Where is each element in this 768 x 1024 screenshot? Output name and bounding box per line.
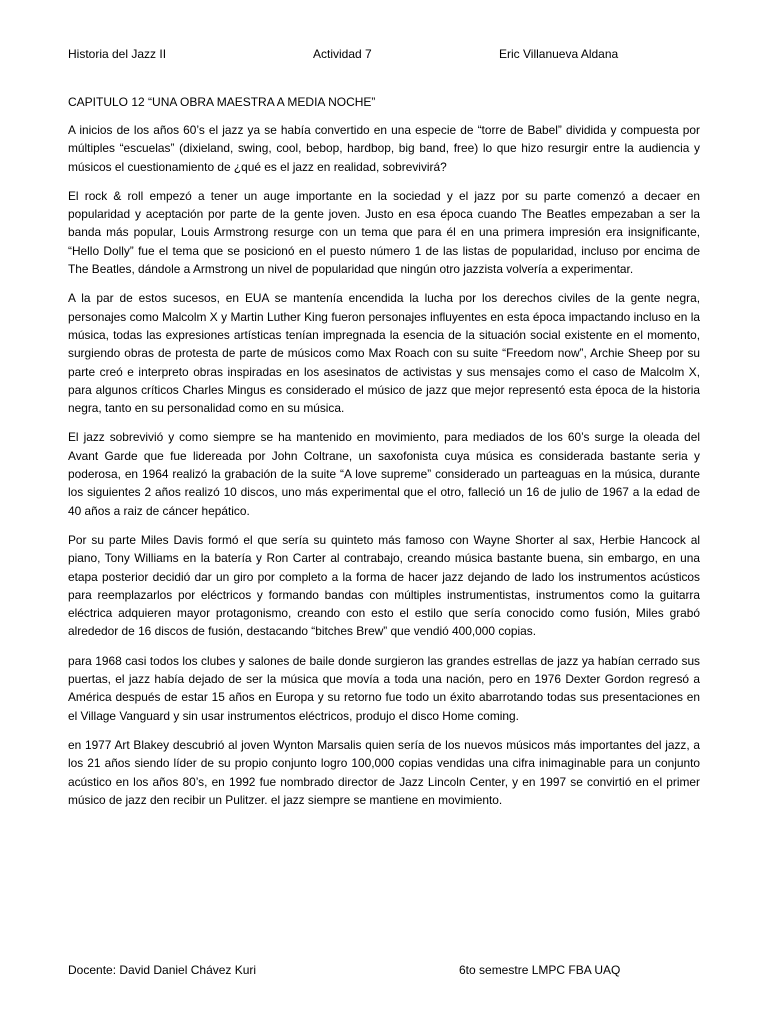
paragraph: en 1977 Art Blakey descubrió al joven Wynton Marsalis quien sería de los nuevos músicos más importantes del jazz, a los 21 años siendo líder de su propio conjunto logro 100,000 copias vendidas una cifra inimaginable para un conjunto acústico en los años 80’s, en 1992 fue nombrado director de Jazz Lincoln Center, y en 1997 se convirtió en el primer músico de jazz den recibir un Pulitzer. el jazz siempre se mantiene en movimiento. xyxy=(68,737,700,807)
paragraph: para 1968 casi todos los clubes y salones de baile donde surgieron las grandes estrellas de jazz ya habían cerrado sus puertas, el jazz había dejado de ser la música que movía a toda una nación, pero en 1976 Dexter Gordon regresó a América después de estar 15 años en Europa y su retorno fue todo un éxito abarrotando todas sus presentaciones en el Village Vanguard y sin usar instrumentos eléctricos, produjo el disco Home coming. xyxy=(68,653,700,723)
paragraph: A inicios de los años 60’s el jazz ya se había convertido en una especie de “torre de Babel” dividida y compuesta por múltiples “escuelas” (dixieland, swing, cool, bebop, hardbop, big band, free) lo que hizo resurgir entre la audiencia y músicos el cuestionamiento de ¿qué es el jazz en realidad, sobrevivirá? xyxy=(68,123,700,174)
header-author: Eric Villanueva Aldana xyxy=(499,47,619,61)
footer-teacher: Docente: David Daniel Chávez Kuri xyxy=(68,963,257,977)
footer-semester: 6to semestre LMPC FBA UAQ xyxy=(459,963,621,977)
header-activity: Actividad 7 xyxy=(313,47,372,61)
paragraph: El jazz sobrevivió y como siempre se ha mantenido en movimiento, para mediados de los 60’s surge la oleada del Avant Garde que fue lidereada por John Coltrane, un saxofonista cuya música es considerada bastante seria y poderosa, en 1964 realizó la grabación de la suite “A love supreme” considerado un parteaguas en la música, durante los siguientes 2 años realizó 10 discos, uno más experimental que el otro, falleció un 16 de julio de 1967 a la edad de 40 años a raiz de cáncer hepático. xyxy=(68,430,700,518)
paragraph: Por su parte Miles Davis formó el que sería su quinteto más famoso con Wayne Shorter al sax, Herbie Hancock al piano, Tony Williams en la batería y Ron Carter al contrabajo, creando música bastante buena, sin embargo, en una etapa posterior decidió dar un giro por completo a la forma de hacer jazz dejando de lado los instrumentos acústicos para reemplazarlos por eléctricos y formando bandas con múltiples instrumentistas, instrumentos como la guitarra eléctrica adquieren mayor protagonismo, creando con esto el estilo que sería conocido como fusión, Miles grabó alrededor de 16 discos de fusión, destacando “bitches Brew” que vendió 400,000 copias. xyxy=(68,532,700,639)
paragraph: A la par de estos sucesos, en EUA se mantenía encendida la lucha por los derechos civiles de la gente negra, personajes como Malcolm X y Martin Luther King fueron personajes influyentes en esta época impactando incluso en la música, todas las expresiones artísticas tenían impregnada la esencia de la situación social existente en el momento, surgiendo obras de protesta de parte de músicos como Max Roach con su suite “Freedom now”, Archie Sheep por su parte creó e interpreto obras inspiradas en los asesinatos de activistas y sus mensajes como el caso de Malcolm X, para algunos críticos Charles Mingus es considerado el músico de jazz que mejor representó esta época de la historia negra, tanto en su personalidad como en su música. xyxy=(68,291,700,416)
body-text xyxy=(68,121,700,820)
paragraph: El rock & roll empezó a tener un auge importante en la sociedad y el jazz por su parte comenzó a decaer en popularidad y aceptación por parte de la gente joven. Justo en esa época cuando The Beatles empezaban a ser la banda más popular, Louis Armstrong resurge con un tema que para él en una primera impresión era insignificante, “Hello Dolly” fue el tema que se posicionó en el puesto número 1 de las listas de popularidad, incluso por encima de The Beatles, dándole a Armstrong un nivel de popularidad que ningún otro jazzista volvería a experimentar. xyxy=(68,188,700,277)
header-course: Historia del Jazz II xyxy=(68,47,167,61)
chapter-title: CAPITULO 12 “UNA OBRA MAESTRA A MEDIA NOCHE” xyxy=(68,95,376,109)
